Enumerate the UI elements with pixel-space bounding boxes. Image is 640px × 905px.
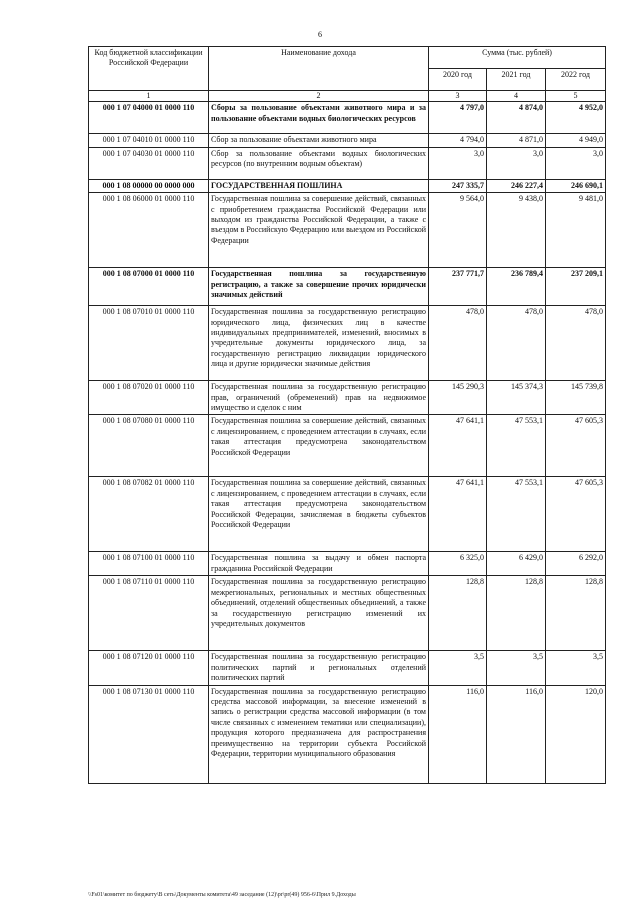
revenue-name: Государственная пошлина за совершение действий, связанных с лицензированием, с проведением аттестации в случаях, если такая аттестация предусмотрена законодательством Российской Федерации <box>209 415 429 477</box>
revenue-name: Государственная пошлина за совершение действий, связанных с лицензированием, с проведением аттестации в случаях, если такая аттестация предусмотрена законодательством Российской Федерации, зачисляемая в бюджеты субъектов Российской Федерации <box>209 477 429 552</box>
budget-code: 000 1 08 07010 01 0000 110 <box>89 306 209 381</box>
table-body <box>89 102 606 783</box>
amount-2021: 3,5 <box>487 651 546 685</box>
amount-2020: 3,5 <box>429 651 487 685</box>
amount-2022: 47 605,3 <box>546 477 606 552</box>
amount-2020: 128,8 <box>429 576 487 651</box>
budget-code: 000 1 08 07100 01 0000 110 <box>89 552 209 576</box>
table-row <box>89 651 606 685</box>
table-row <box>89 415 606 477</box>
header-name: Наименование дохода <box>209 47 429 91</box>
amount-2021: 478,0 <box>487 306 546 381</box>
amount-2020: 116,0 <box>429 685 487 783</box>
revenue-name: Государственная пошлина за выдачу и обмен паспорта гражданина Российской Федерации <box>209 552 429 576</box>
page-number: 6 <box>318 30 322 39</box>
budget-code: 000 1 08 07120 01 0000 110 <box>89 651 209 685</box>
header-year-2021: 2021 год <box>487 69 546 91</box>
revenue-name: Сбор за пользование объектами водных биологических ресурсов (по внутренним водным объектам) <box>209 147 429 179</box>
amount-2022: 120,0 <box>546 685 606 783</box>
revenue-name: Государственная пошлина за государственную регистрацию политических партий и региональных отделений политических партий <box>209 651 429 685</box>
amount-2022: 4 949,0 <box>546 134 606 147</box>
revenue-name: Сборы за пользование объектами животного мира и за пользование объектами водных биологических ресурсов <box>209 102 429 134</box>
amount-2021: 145 374,3 <box>487 381 546 415</box>
budget-code: 000 1 07 04010 01 0000 110 <box>89 134 209 147</box>
header-sum: Сумма (тыс. рублей) <box>429 47 606 69</box>
amount-2020: 478,0 <box>429 306 487 381</box>
table-row <box>89 147 606 179</box>
table-row <box>89 268 606 306</box>
amount-2022: 3,0 <box>546 147 606 179</box>
amount-2020: 145 290,3 <box>429 381 487 415</box>
budget-code: 000 1 08 07080 01 0000 110 <box>89 415 209 477</box>
table-row <box>89 477 606 552</box>
revenue-name: Государственная пошлина за государственную регистрацию средства массовой информации, за внесение изменений в запись о регистрации средства массовой информации (в том числе связанных с изменением тематики или специализации), продукция которого предназначена для распространения преимущественно на территории субъекта Российской Федерации, территории муниципального образования <box>209 685 429 783</box>
amount-2020: 4 794,0 <box>429 134 487 147</box>
revenue-name: Государственная пошлина за государственную регистрацию, а также за совершение прочих юридически значимых действий <box>209 268 429 306</box>
header-code: Код бюджетной классификации Российской Федерации <box>89 47 209 91</box>
budget-code: 000 1 08 07082 01 0000 110 <box>89 477 209 552</box>
amount-2021: 47 553,1 <box>487 415 546 477</box>
budget-code: 000 1 08 07000 01 0000 110 <box>89 268 209 306</box>
header-year-2020: 2020 год <box>429 69 487 91</box>
amount-2021: 3,0 <box>487 147 546 179</box>
budget-code: 000 1 07 04030 01 0000 110 <box>89 147 209 179</box>
amount-2021: 246 227,4 <box>487 179 546 192</box>
amount-2020: 47 641,1 <box>429 415 487 477</box>
budget-code: 000 1 08 06000 01 0000 110 <box>89 193 209 268</box>
amount-2021: 6 429,0 <box>487 552 546 576</box>
amount-2022: 4 952,0 <box>546 102 606 134</box>
amount-2021: 47 553,1 <box>487 477 546 552</box>
table-row <box>89 576 606 651</box>
amount-2022: 3,5 <box>546 651 606 685</box>
amount-2020: 3,0 <box>429 147 487 179</box>
amount-2020: 6 325,0 <box>429 552 487 576</box>
revenue-table <box>88 46 606 784</box>
amount-2021: 4 874,0 <box>487 102 546 134</box>
amount-2021: 236 789,4 <box>487 268 546 306</box>
amount-2021: 116,0 <box>487 685 546 783</box>
column-number: 4 <box>487 91 546 102</box>
table-row <box>89 134 606 147</box>
table-row <box>89 102 606 134</box>
revenue-name: ГОСУДАРСТВЕННАЯ ПОШЛИНА <box>209 179 429 192</box>
amount-2022: 237 209,1 <box>546 268 606 306</box>
table-row <box>89 306 606 381</box>
amount-2022: 246 690,1 <box>546 179 606 192</box>
budget-code: 000 1 07 04000 01 0000 110 <box>89 102 209 134</box>
table-row <box>89 381 606 415</box>
budget-code: 000 1 08 07110 01 0000 110 <box>89 576 209 651</box>
table-row <box>89 193 606 268</box>
amount-2021: 4 871,0 <box>487 134 546 147</box>
amount-2021: 9 438,0 <box>487 193 546 268</box>
revenue-name: Государственная пошлина за государственную регистрацию прав, ограничений (обременений) прав на недвижимое имущество и сделок с ним <box>209 381 429 415</box>
table-row <box>89 685 606 783</box>
file-path-footer: \\Fs01\комитет по бюджету\В сеть\Документы комитета\49 заседание (12)\pr\pr(49) 956-6\Прил 9.Доходы <box>88 892 356 898</box>
revenue-name: Государственная пошлина за государственную регистрацию межрегиональных, региональных и местных общественных объединений, отделений общественных объединений, а также за государственную регистрацию изменений их учредительных документов <box>209 576 429 651</box>
column-number: 2 <box>209 91 429 102</box>
budget-code: 000 1 08 00000 00 0000 000 <box>89 179 209 192</box>
amount-2022: 128,8 <box>546 576 606 651</box>
amount-2020: 4 797,0 <box>429 102 487 134</box>
amount-2020: 47 641,1 <box>429 477 487 552</box>
budget-code: 000 1 08 07130 01 0000 110 <box>89 685 209 783</box>
amount-2022: 9 481,0 <box>546 193 606 268</box>
table-row <box>89 179 606 192</box>
column-number: 5 <box>546 91 606 102</box>
table-row <box>89 552 606 576</box>
amount-2022: 145 739,8 <box>546 381 606 415</box>
revenue-name: Сбор за пользование объектами животного мира <box>209 134 429 147</box>
revenue-name: Государственная пошлина за государственную регистрацию юридического лица, физических лиц в качестве индивидуальных предпринимателей, изменений, вносимых в учредительные документы юридического лица, за государственную регистрацию ликвидации юридического лица и другие юридически значимые действия <box>209 306 429 381</box>
header-year-2022: 2022 год <box>546 69 606 91</box>
column-number: 3 <box>429 91 487 102</box>
amount-2020: 9 564,0 <box>429 193 487 268</box>
amount-2020: 247 335,7 <box>429 179 487 192</box>
budget-code: 000 1 08 07020 01 0000 110 <box>89 381 209 415</box>
amount-2022: 47 605,3 <box>546 415 606 477</box>
amount-2020: 237 771,7 <box>429 268 487 306</box>
amount-2022: 6 292,0 <box>546 552 606 576</box>
amount-2022: 478,0 <box>546 306 606 381</box>
revenue-name: Государственная пошлина за совершение действий, связанных с приобретением гражданства Российской Федерации или выходом из гражданства Российской Федерации, а также с въездом в Российскую Федерацию или выездом из Российской Федерации <box>209 193 429 268</box>
amount-2021: 128,8 <box>487 576 546 651</box>
column-number: 1 <box>89 91 209 102</box>
